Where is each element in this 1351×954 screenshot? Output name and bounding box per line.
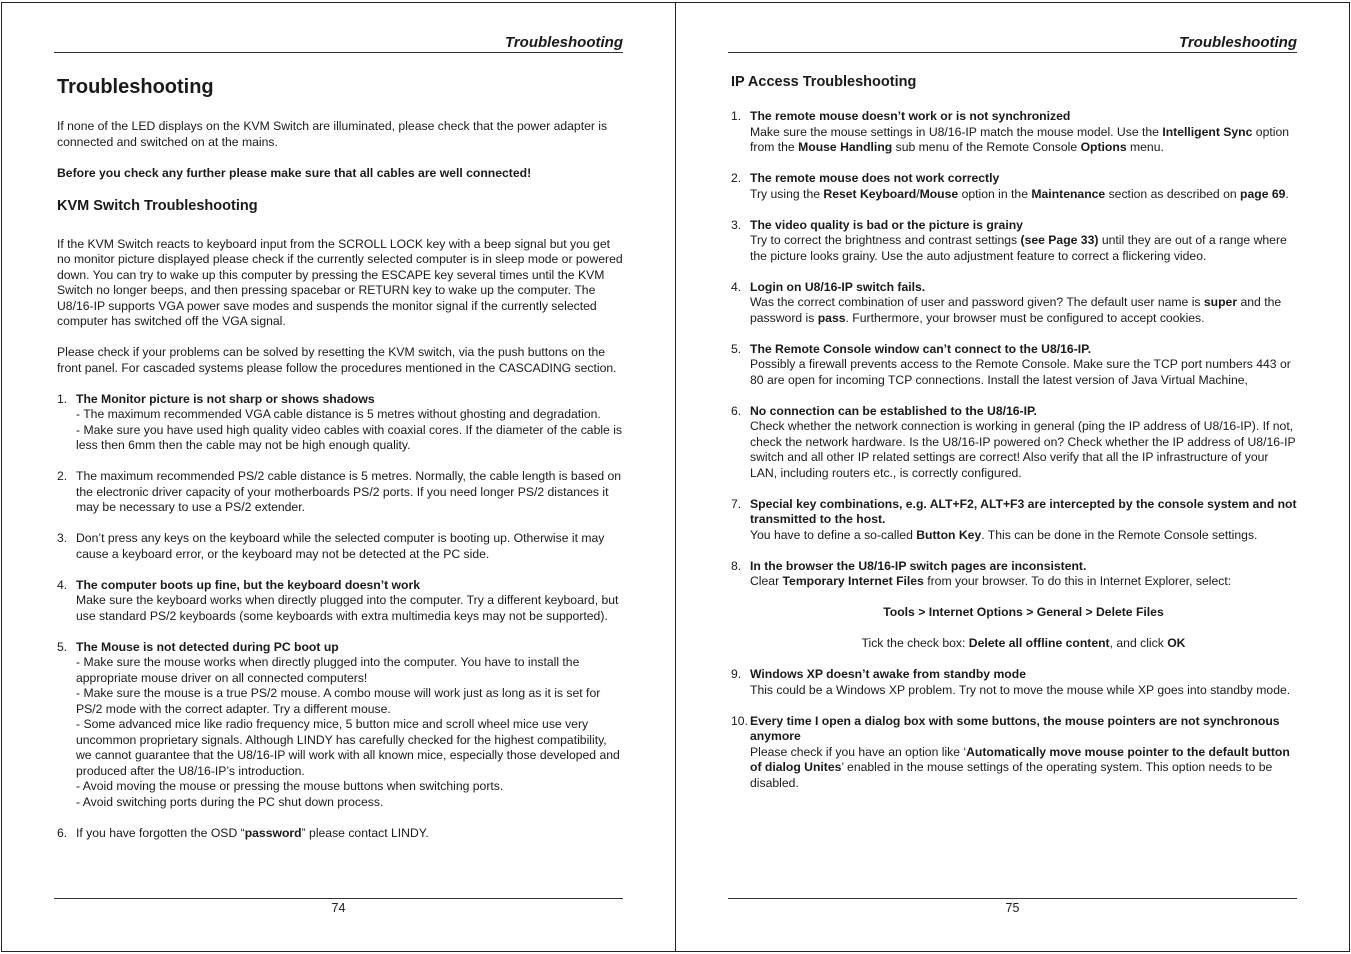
intro-paragraph: If none of the LED displays on the KVM Switch are illuminated, please check that the power adapter is connected and switched on at the mains. <box>57 119 608 149</box>
item-line: Make sure the keyboard works when directly plugged into the computer. Try a different keyboard, but use standard PS/2 keyboards (some keyboards with extra multimedia keys may not be supported). <box>76 593 619 623</box>
list-item <box>57 578 623 625</box>
item-text: If you have forgotten the OSD “password” please contact LINDY. <box>76 825 429 840</box>
page-title: Troubleshooting <box>57 76 214 98</box>
item-line: - Make sure the mouse works when directly plugged into the computer. You have to install the appropriate mouse driver on all connected computers! <box>76 655 580 685</box>
cable-warning: Before you check any further please make sure that all cables are well connected! <box>57 165 532 180</box>
item-title: The Remote Console window can’t connect to the U8/16-IP. <box>750 341 1092 356</box>
item-line: - Make sure the mouse is a true PS/2 mouse. A combo mouse will work just as long as it is set for PS/2 mode with the correct adapter. Try a different mouse. <box>76 686 601 716</box>
kvm-section-title: KVM Switch Troubleshooting <box>57 197 258 214</box>
item-title: Windows XP doesn’t awake from standby mode <box>750 667 1026 681</box>
item-number: 6. <box>57 825 68 840</box>
item-number: 6. <box>731 403 742 418</box>
item-title: The remote mouse does not work correctly <box>750 171 1000 185</box>
item-text: Try to correct the brightness and contrast settings (see Page 33) until they are out of a range where the picture looks grainy. Use the auto adjustment feature to correct a flickering video. <box>750 233 1287 263</box>
item-number: 3. <box>731 217 742 232</box>
item-title: The Monitor picture is not sharp or shows shadows <box>76 391 375 406</box>
item-line: - Avoid moving the mouse or pressing the mouse buttons when switching ports. <box>76 779 504 793</box>
list-item <box>57 826 623 842</box>
list-item <box>731 171 1297 202</box>
item-title: No connection can be established to the U8/16-IP. <box>750 403 1037 418</box>
item-text: Please check if you have an option like ‘Automatically move mouse pointer to the default button of dialog Unites’ enabled in the mouse settings of the operating system. This option needs to be disabled. <box>750 744 1290 790</box>
item-title: The computer boots up fine, but the keyboard doesn’t work <box>76 577 420 592</box>
item-title: Login on U8/16-IP switch fails. <box>750 279 926 294</box>
list-item <box>731 559 1297 652</box>
list-item <box>731 218 1297 265</box>
item-text: This could be a Windows XP problem. Try not to move the mouse while XP goes into standby mode. <box>750 682 1291 697</box>
item-number: 1. <box>731 109 742 123</box>
item-title: Special key combinations, e.g. ALT+F2, ALT+F3 are intercepted by the console system and not transmitted to the host. <box>750 496 1297 526</box>
list-item <box>57 531 623 562</box>
tick-instruction: Tick the check box: Delete all offline content, and click OK <box>861 636 1186 650</box>
item-number: 2. <box>731 171 742 185</box>
list-item <box>731 280 1297 327</box>
item-text: Clear Temporary Internet Files from your browser. To do this in Internet Explorer, select: <box>750 574 1232 588</box>
item-title: The remote mouse doesn’t work or is not synchronized <box>750 109 1071 123</box>
item-text: The maximum recommended PS/2 cable distance is 5 metres. Normally, the cable length is based on the electronic driver capacity of your motherboards PS/2 ports. If you need longer PS/2 distances it may be necessary to use a PS/2 extender. <box>76 469 622 514</box>
item-number: 3. <box>57 531 68 545</box>
page-number: 74 <box>331 901 346 915</box>
ip-section-title: IP Access Troubleshooting <box>731 74 917 90</box>
menu-path: Tools > Internet Options > General > Delete Files <box>883 605 1164 619</box>
item-title: The Mouse is not detected during PC boot up <box>76 639 339 654</box>
right-page <box>675 2 1350 952</box>
item-title: In the browser the U8/16-IP switch pages are inconsistent. <box>750 558 1087 573</box>
item-number: 9. <box>731 667 742 681</box>
item-line: - Some advanced mice like radio frequency mice, 5 button mice and scroll wheel mice use very uncommon proprietary signals. Although LINDY has carefully checked for the highest compatibility, we cannot guarantee that the U8/16-IP will work with all known mice, especially those developed and produced after the U8/16-IP’s introduction. <box>76 717 620 778</box>
item-number: 1. <box>57 391 68 406</box>
list-item <box>57 392 623 454</box>
page-number: 75 <box>1005 901 1020 915</box>
list-item <box>731 404 1297 482</box>
item-text: Try using the Reset Keyboard/Mouse option in the Maintenance section as described on page 69. <box>750 186 1289 201</box>
list-item <box>57 640 623 811</box>
left-content <box>57 73 623 857</box>
item-line: - Make sure you have used high quality video cables with coaxial cores. If the diameter of the cable is less then 6mm then the cable may not be high enough quality. <box>76 422 623 452</box>
item-text: Don’t press any keys on the keyboard while the selected computer is booting up. Otherwise it may cause a keyboard error, or the keyboard may not be detected at the PC side. <box>76 531 605 561</box>
item-text: Was the correct combination of user and password given? The default user name is super and the password is pass. Furthermore, your browser must be configured to accept cookies. <box>750 295 1282 325</box>
item-number: 4. <box>731 279 742 294</box>
item-number: 7. <box>731 496 742 511</box>
item-number: 4. <box>57 577 68 592</box>
header-rule <box>728 52 1297 53</box>
password-term: password <box>244 825 302 840</box>
item-text: You have to define a so-called Button Key. This can be done in the Remote Console settings. <box>750 527 1258 542</box>
item-number: 8. <box>731 558 742 573</box>
item-title: Every time I open a dialog box with some buttons, the mouse pointers are not synchronous anymore <box>750 713 1280 743</box>
left-page <box>1 2 676 952</box>
list-item <box>731 342 1297 389</box>
kvm-paragraph-2: Please check if your problems can be solved by resetting the KVM switch, via the push buttons on the front panel. For cascaded systems please follow the procedures mentioned in the CASCADING section. <box>57 345 617 375</box>
right-content <box>731 73 1297 807</box>
item-text: Make sure the mouse settings in U8/16-IP match the mouse model. Use the Intelligent Sync option from the Mouse Handling sub menu of the Remote Console Options menu. <box>750 124 1289 154</box>
list-item <box>731 497 1297 544</box>
footer-rule <box>54 898 623 899</box>
item-title: The video quality is bad or the picture is grainy <box>750 217 1023 232</box>
item-number: 10. <box>731 713 748 728</box>
item-text: Check whether the network connection is working in general (ping the IP address of U8/16-IP). If not, check the network hardware. Is the U8/16-IP powered on? Check whether the IP address of U8/16-IP switch and all other IP related settings are correct! Also verify that all the IP infrastructure of your LAN, including routers etc., is correctly configured. <box>750 419 1296 480</box>
item-number: 5. <box>731 341 742 356</box>
kvm-paragraph-1: If the KVM Switch reacts to keyboard input from the SCROLL LOCK key with a beep signal but you get no monitor picture displayed please check if the currently selected computer is in sleep mode or powered down. You can try to wake up this computer by pressing the ESCAPE key several times until the KVM Switch no longer beeps, and then pressing spacebar or RETURN key to wake up the computer. The U8/16-IP supports VGA power save modes and suspends the monitor signal if the currently selected computer has switched off the VGA signal. <box>57 236 623 328</box>
list-item <box>57 469 623 516</box>
running-head: Troubleshooting <box>1178 34 1297 51</box>
footer-rule <box>728 898 1297 899</box>
header-rule <box>54 52 623 53</box>
item-line: - Avoid switching ports during the PC shut down process. <box>76 794 384 809</box>
list-item <box>731 714 1297 792</box>
running-head: Troubleshooting <box>504 34 623 51</box>
item-line: - The maximum recommended VGA cable distance is 5 metres without ghosting and degradation. <box>76 407 601 421</box>
item-number: 5. <box>57 639 68 654</box>
item-number: 2. <box>57 469 68 483</box>
list-item <box>731 109 1297 156</box>
list-item <box>731 667 1297 698</box>
item-text: Possibly a firewall prevents access to the Remote Console. Make sure the TCP port numbers 443 or 80 are open for incoming TCP connections. Install the latest version of Java Virtual Machine, <box>750 357 1291 387</box>
